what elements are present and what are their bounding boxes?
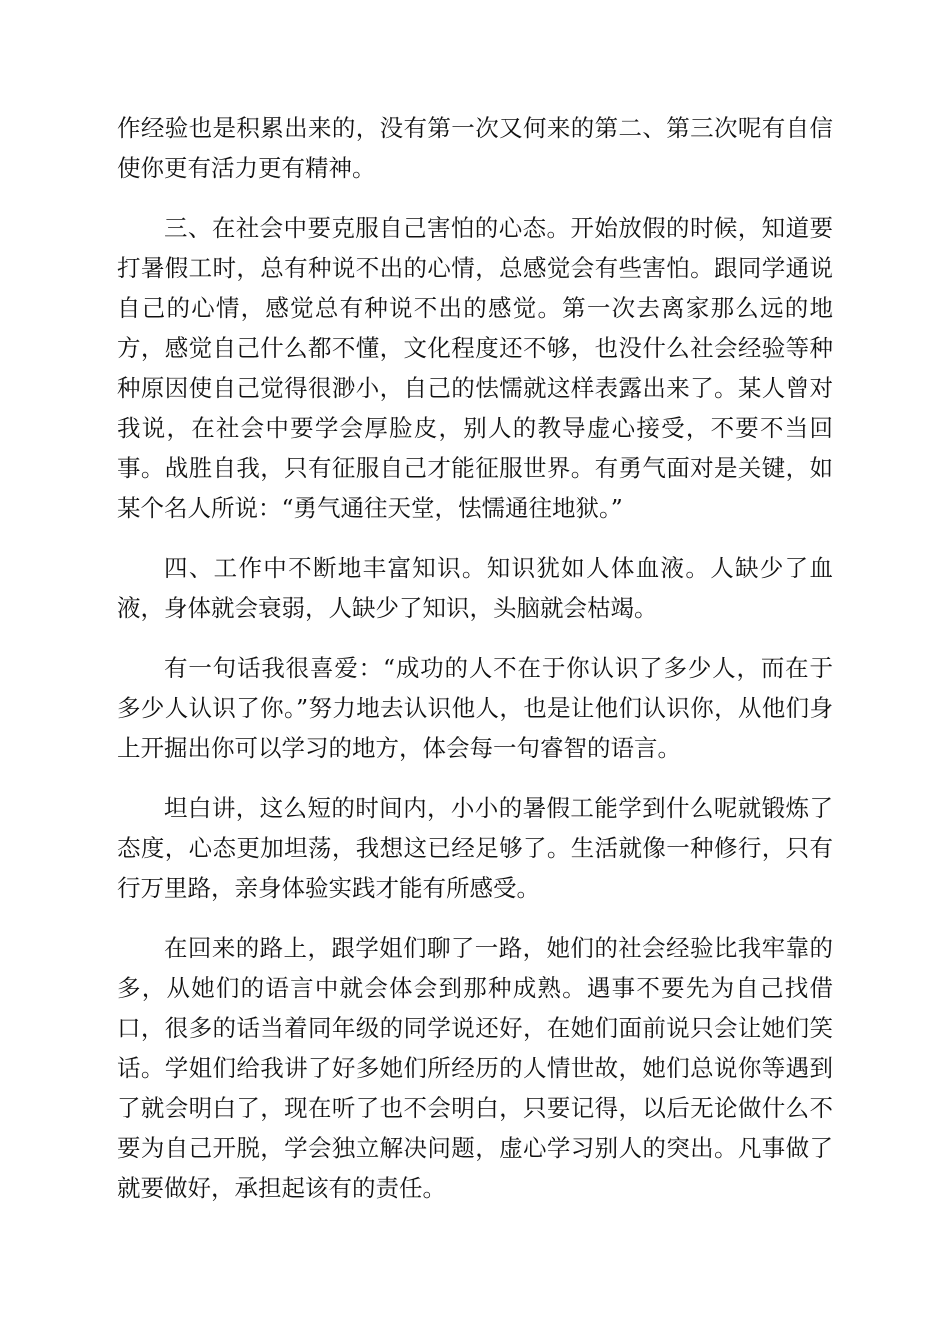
paragraph-quote: 有一句话我很喜爱：“成功的人不在于你认识了多少人，而在于多少人认识了你。”努力地去认识他人，也是让他们认识你，从他们身上开掘出你可以学习的地方，体会每一句睿智的语言。 — [117, 654, 833, 762]
paragraph-section-three: 三、在社会中要克服自己害怕的心态。开始放假的时候，知道要打暑假工时，总有种说不出的心情，总感觉会有些害怕。跟同学通说自己的心情，感觉总有种说不出的感觉。第一次去离家那么远的地方，感觉自己什么都不懂，文化程度还不够，也没什么社会经验等种种原因使自己觉得很渺小，自己的怯懦就这样表露出来了。某人曾对我说，在社会中要学会厚脸皮，别人的教导虚心接受，不要不当回事。战胜自我，只有征服自己才能征服世界。有勇气面对是关键，如某个名人所说：“勇气通往天堂，怯懦通往地狱。” — [117, 214, 833, 522]
document-body — [117, 108, 833, 1228]
paragraph-return-trip: 在回来的路上，跟学姐们聊了一路，她们的社会经验比我牢靠的多，从她们的语言中就会体会到那种成熟。遇事不要先为自己找借口，很多的话当着同年级的同学说还好，在她们面前说只会让她们笑话。学姐们给我讲了好多她们所经历的人情世故，她们总说你等遇到了就会明白了，现在听了也不会明白，只要记得，以后无论做什么不要为自己开脱，学会独立解决问题，虚心学习别人的突出。凡事做了就要做好，承担起该有的责任。 — [117, 934, 833, 1202]
paragraph-reflection: 坦白讲，这么短的时间内，小小的暑假工能学到什么呢就锻炼了态度，心态更加坦荡，我想这已经足够了。生活就像一种修行，只有行万里路，亲身体验实践才能有所感受。 — [117, 794, 833, 902]
paragraph-section-four: 四、工作中不断地丰富知识。知识犹如人体血液。人缺少了血液，身体就会衰弱，人缺少了知识，头脑就会枯竭。 — [117, 554, 833, 622]
paragraph-continuation: 作经验也是积累出来的，没有第一次又何来的第二、第三次呢有自信使你更有活力更有精神。 — [117, 114, 833, 182]
